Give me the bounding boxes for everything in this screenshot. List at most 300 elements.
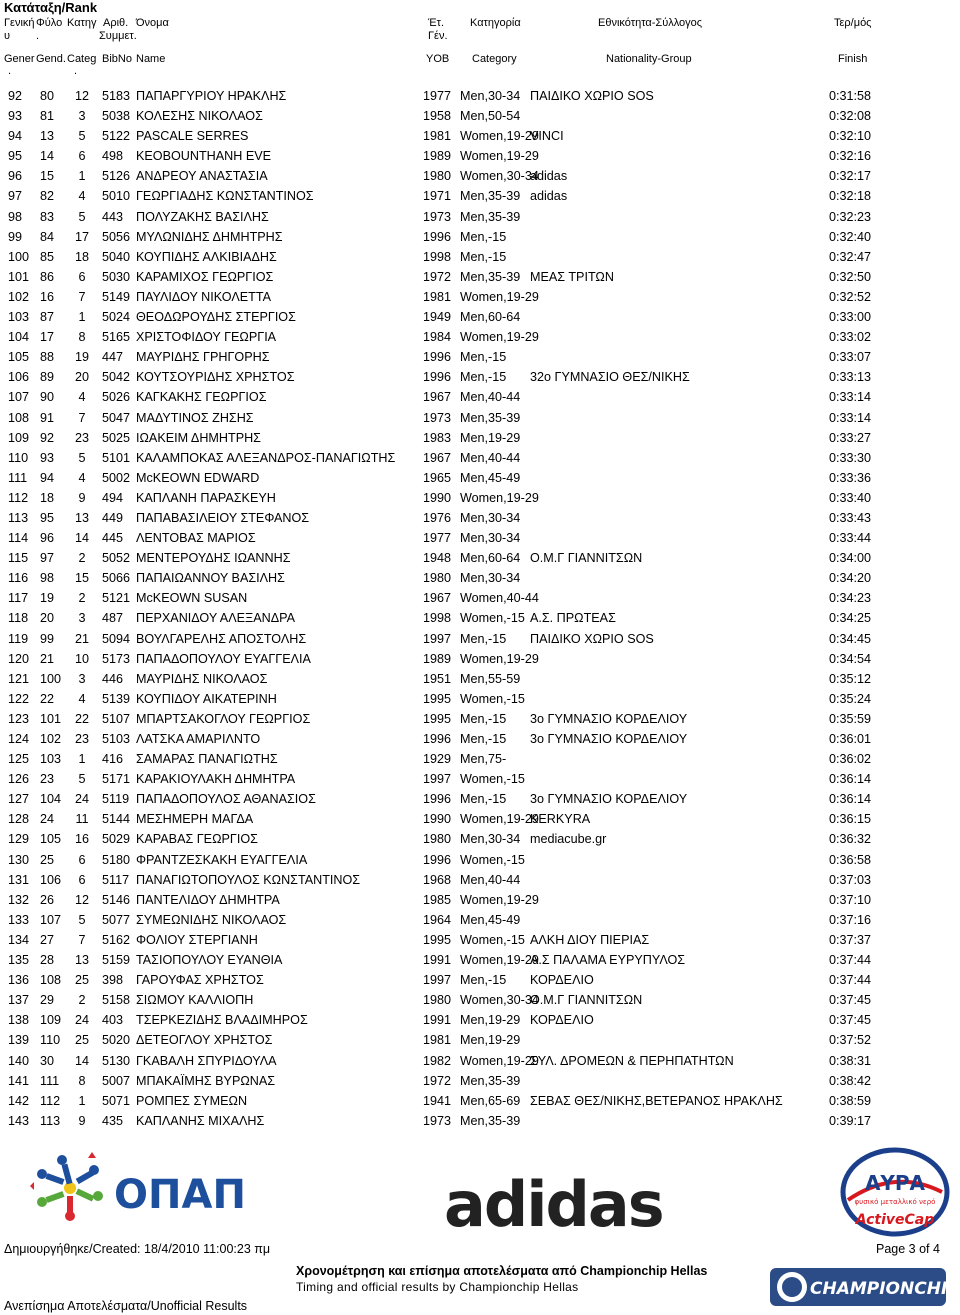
yob-cell: 1996 — [423, 732, 452, 746]
table-row — [0, 186, 960, 206]
header-gender-gr: Φύλο — [36, 17, 63, 29]
yob-cell: 1980 — [423, 169, 452, 184]
yob-cell: 1997 — [423, 973, 452, 988]
opap-logo — [28, 1150, 258, 1235]
yob-cell: 1985 — [423, 892, 452, 907]
rank-cell: 120 — [8, 651, 30, 666]
club-cell: adidas — [530, 189, 568, 204]
bib-cell: 5026 — [102, 390, 131, 405]
rank-cell: 94 — [8, 129, 23, 144]
finish-cell: 0:34:20 — [829, 571, 872, 586]
gender-rank-cell: 110 — [40, 1033, 61, 1048]
table-row — [0, 106, 960, 126]
rank-cell: 136 — [8, 973, 30, 988]
category-rank-cell: 12 — [74, 892, 89, 907]
yob-cell: 1967 — [423, 450, 452, 465]
rank-cell: 116 — [8, 571, 29, 586]
yob-cell: 1991 — [423, 1013, 452, 1028]
rank-cell: 125 — [8, 752, 30, 767]
rank-cell: 95 — [8, 149, 23, 164]
gender-rank-cell: 82 — [40, 189, 55, 204]
name-cell: ΣΥΜΕΩΝΙΔΗΣ ΝΙΚΟΛΑΟΣ — [136, 912, 287, 927]
yob-cell: 1998 — [423, 611, 452, 626]
category-rank-cell: 6 — [78, 872, 86, 887]
rank-cell: 100 — [8, 249, 30, 264]
category-cell: Men,-15 — [460, 350, 507, 365]
gender-rank-cell: 112 — [40, 1093, 61, 1108]
championchip-wordmark: CHAMPIONCHIP — [810, 1279, 960, 1299]
championchip-logo — [770, 1266, 960, 1308]
yob-cell: 1941 — [423, 1093, 452, 1108]
name-cell: ΦΡΑΝΤΖΕΣΚΑΚΗ ΕΥΑΓΓΕΛΙΑ — [136, 852, 308, 867]
category-cell: Women,-15 — [460, 691, 525, 706]
name-cell: ΜΕΣΗΜΕΡΗ ΜΑΓΔΑ — [136, 812, 254, 827]
category-cell: Women,19-29 — [460, 330, 539, 345]
club-cell: VINCI — [530, 129, 564, 144]
yob-cell: 1967 — [423, 591, 452, 606]
name-cell: ΣΙΩΜΟΥ ΚΑΛΛΙΟΠΗ — [136, 993, 254, 1008]
category-rank-cell: 5 — [78, 129, 86, 144]
name-cell: McKEOWN SUSAN — [136, 591, 248, 606]
club-cell: ΣΥΛ. ΔΡΟΜΕΩΝ & ΠΕΡΗΠΑΤΗΤΩΝ — [530, 1053, 734, 1068]
club-cell: mediacube.gr — [530, 832, 607, 847]
gender-rank-cell: 27 — [40, 932, 55, 947]
category-cell: Men,-15 — [460, 370, 507, 385]
bib-cell: 5030 — [102, 269, 131, 284]
rank-cell: 99 — [8, 229, 23, 244]
name-cell: ΚΑΛΑΜΠΟΚΑΣ ΑΛΕΞΑΝΔΡΟΣ-ΠΑΝΑΓΙΩΤΗΣ — [136, 450, 396, 465]
club-cell: 3ο ΓΥΜΝΑΣΙΟ ΚΟΡΔΕΛΙΟΥ — [530, 792, 688, 807]
yob-cell: 1977 — [423, 89, 452, 103]
club-cell: ΚΟΡΔΕΛΙΟ — [530, 973, 594, 988]
gender-rank-cell: 106 — [40, 872, 62, 887]
table-row — [0, 588, 960, 608]
finish-cell: 0:31:58 — [829, 89, 872, 103]
table-row — [0, 870, 960, 890]
category-cell: Men,30-34 — [460, 510, 521, 525]
bib-cell: 5007 — [102, 1073, 131, 1088]
bib-cell: 5002 — [102, 470, 131, 485]
bib-cell: 446 — [102, 671, 124, 686]
yob-cell: 1991 — [423, 953, 452, 968]
category-rank-cell: 3 — [78, 109, 86, 124]
gender-rank-cell: 23 — [40, 772, 55, 787]
bib-cell: 5052 — [102, 551, 131, 566]
category-rank-cell: 5 — [78, 912, 86, 927]
gender-rank-cell: 102 — [40, 732, 62, 746]
finish-cell: 0:36:32 — [829, 832, 872, 847]
category-rank-cell: 9 — [78, 490, 86, 505]
gender-rank-cell: 93 — [40, 450, 55, 465]
table-row — [0, 1030, 960, 1050]
category-cell: Men,35-39 — [460, 189, 521, 204]
rank-cell: 137 — [8, 993, 30, 1008]
header-club-en: Nationality-Group — [606, 53, 692, 65]
avra-product: ActiveCap — [855, 1212, 935, 1228]
finish-cell: 0:32:40 — [829, 229, 872, 244]
table-row — [0, 267, 960, 287]
bib-cell: 416 — [102, 752, 124, 767]
finish-cell: 0:33:14 — [829, 390, 872, 405]
rank-cell: 127 — [8, 792, 30, 807]
gender-rank-cell: 25 — [40, 852, 55, 867]
table-row — [0, 930, 960, 950]
header-yob-gr: Έτ. — [428, 17, 445, 29]
category-cell: Men,35-39 — [460, 1073, 521, 1088]
finish-cell: 0:33:44 — [829, 531, 872, 546]
category-rank-cell: 2 — [78, 551, 86, 566]
club-cell: ΑΛΚΗ ΔΙΟΥ ΠΙΕΡΙΑΣ — [530, 932, 650, 947]
rank-cell: 96 — [8, 169, 23, 184]
category-rank-cell: 24 — [74, 1013, 89, 1028]
bib-cell: 5094 — [102, 631, 131, 646]
table-row — [0, 890, 960, 910]
category-cell: Men,60-64 — [460, 551, 521, 566]
yob-cell: 1968 — [423, 872, 452, 887]
table-row — [0, 1091, 960, 1111]
rank-cell: 93 — [8, 109, 23, 124]
category-rank-cell: 5 — [78, 209, 86, 224]
bib-cell: 494 — [102, 490, 124, 505]
bib-cell: 5146 — [102, 892, 131, 907]
header-finish-gr: Τερ/μός — [834, 17, 872, 29]
header-bib-gr-2: Συμμετ. — [99, 30, 137, 42]
bib-cell: 5183 — [102, 89, 131, 103]
category-rank-cell: 1 — [78, 752, 86, 767]
header-overall-gr: Γενική — [4, 17, 35, 29]
name-cell: ΠΟΛΥΖΑΚΗΣ ΒΑΣΙΛΗΣ — [136, 209, 269, 224]
avra-logo — [840, 1148, 950, 1240]
page-title: Κατάταξη/Rank — [4, 0, 98, 15]
bib-cell: 5042 — [102, 370, 131, 385]
rank-cell: 111 — [8, 470, 28, 485]
category-cell: Men,-15 — [460, 973, 507, 988]
name-cell: ΜΠΑΚΑΪΜΗΣ ΒΥΡΩΝΑΣ — [136, 1073, 276, 1088]
name-cell: ΚΑΡΑΒΑΣ ΓΕΩΡΓΙΟΣ — [136, 832, 258, 847]
category-rank-cell: 9 — [78, 1113, 86, 1128]
name-cell: KEOBOUNTHANH EVE — [136, 149, 272, 164]
gender-rank-cell: 107 — [40, 912, 62, 927]
table-row — [0, 146, 960, 166]
gender-rank-cell: 17 — [40, 330, 55, 345]
yob-cell: 1981 — [423, 1033, 452, 1048]
club-cell: ΜΕΑΣ ΤΡΙΤΩΝ — [530, 269, 614, 284]
table-row — [0, 387, 960, 407]
category-cell: Men,30-34 — [460, 89, 521, 103]
club-cell: ΠΑΙΔΙΚΟ ΧΩΡΙΟ SOS — [530, 89, 654, 103]
finish-cell: 0:33:00 — [829, 310, 872, 325]
opap-star-icon — [30, 1152, 103, 1221]
name-cell: ΧΡΙΣΤΟΦΙΔΟΥ ΓΕΩΡΓΙΑ — [136, 330, 277, 345]
category-rank-cell: 7 — [78, 289, 86, 304]
bib-cell: 5103 — [102, 732, 131, 746]
yob-cell: 1990 — [423, 812, 452, 827]
bib-cell: 5107 — [102, 711, 131, 726]
yob-cell: 1996 — [423, 229, 452, 244]
rank-cell: 143 — [8, 1113, 30, 1128]
category-cell: Women,30-34 — [460, 169, 539, 184]
yob-cell: 1982 — [423, 1053, 452, 1068]
category-rank-cell: 14 — [74, 531, 89, 546]
gender-rank-cell: 109 — [40, 1013, 62, 1028]
gender-rank-cell: 90 — [40, 390, 55, 405]
category-cell: Men,-15 — [460, 792, 507, 807]
yob-cell: 1998 — [423, 249, 452, 264]
name-cell: ΠΑΠΑΔΟΠΟΥΛΟΥ ΕΥΑΓΓΕΛΙΑ — [136, 651, 311, 666]
yob-cell: 1973 — [423, 209, 452, 224]
table-row — [0, 468, 960, 488]
table-row — [0, 1051, 960, 1071]
category-cell: Women,-15 — [460, 772, 525, 787]
finish-cell: 0:32:16 — [829, 149, 872, 164]
table-row — [0, 1111, 960, 1131]
category-rank-cell: 19 — [74, 350, 89, 365]
category-cell: Men,65-69 — [460, 1093, 521, 1108]
category-cell: Men,40-44 — [460, 450, 521, 465]
yob-cell: 1996 — [423, 350, 452, 365]
yob-cell: 1996 — [423, 792, 452, 807]
finish-cell: 0:32:52 — [829, 289, 872, 304]
gender-rank-cell: 84 — [40, 229, 55, 244]
bib-cell: 487 — [102, 611, 124, 626]
rank-cell: 109 — [8, 430, 30, 445]
category-rank-cell: 25 — [74, 1033, 89, 1048]
finish-cell: 0:35:59 — [829, 711, 872, 726]
club-cell: ΠΑΙΔΙΚΟ ΧΩΡΙΟ SOS — [530, 631, 654, 646]
table-row — [0, 1071, 960, 1091]
opap-wordmark: ΟΠΑΠ — [114, 1172, 246, 1218]
finish-cell: 0:33:30 — [829, 450, 872, 465]
rank-cell: 115 — [8, 551, 29, 566]
yob-cell: 1958 — [423, 109, 452, 124]
name-cell: ΒΟΥΛΓΑΡΕΛΗΣ ΑΠΟΣΤΟΛΗΣ — [136, 631, 307, 646]
category-rank-cell: 12 — [74, 89, 89, 103]
category-rank-cell: 4 — [78, 189, 86, 204]
category-cell: Women,19-29 — [460, 149, 539, 164]
category-cell: Men,30-34 — [460, 832, 521, 847]
table-row — [0, 428, 960, 448]
club-cell: ΣΕΒΑΣ ΘΕΣ/ΝΙΚΗΣ,ΒΕΤΕΡΑΝΟΣ ΗΡΑΚΛΗΣ — [530, 1093, 783, 1108]
table-row — [0, 608, 960, 628]
finish-cell: 0:34:45 — [829, 631, 872, 646]
table-row — [0, 448, 960, 468]
gender-rank-cell: 22 — [40, 691, 55, 706]
bib-cell: 5122 — [102, 129, 131, 144]
category-rank-cell: 10 — [74, 651, 89, 666]
yob-cell: 1995 — [423, 932, 452, 947]
table-row — [0, 568, 960, 588]
header-yob-gr-2: Γέν. — [428, 30, 448, 42]
name-cell: ΚΑΠΛΑΝΗΣ ΜΙΧΑΛΗΣ — [136, 1113, 265, 1128]
bib-cell: 5024 — [102, 310, 131, 325]
rank-cell: 142 — [8, 1093, 30, 1108]
adidas-logo — [444, 1168, 684, 1241]
rank-cell: 139 — [8, 1033, 30, 1048]
bib-cell: 5149 — [102, 289, 131, 304]
gender-rank-cell: 18 — [40, 490, 55, 505]
gender-rank-cell: 97 — [40, 551, 55, 566]
rank-cell: 104 — [8, 330, 30, 345]
club-cell: Α.Σ. ΠΡΩΤΕΑΣ — [530, 611, 616, 626]
category-cell: Men,35-39 — [460, 410, 521, 425]
finish-cell: 0:34:54 — [829, 651, 872, 666]
finish-cell: 0:32:08 — [829, 109, 872, 124]
finish-cell: 0:33:07 — [829, 350, 872, 365]
finish-cell: 0:37:44 — [829, 973, 872, 988]
category-cell: Men,19-29 — [460, 1013, 521, 1028]
category-rank-cell: 8 — [78, 1073, 86, 1088]
header-bib-gr: Αριθ. — [103, 17, 129, 29]
gender-rank-cell: 96 — [40, 531, 55, 546]
table-row — [0, 367, 960, 387]
finish-cell: 0:36:14 — [829, 772, 872, 787]
name-cell: ΣΑΜΑΡΑΣ ΠΑΝΑΓΙΩΤΗΣ — [136, 752, 278, 767]
header-club-gr: Εθνικότητα-Σύλλογος — [598, 17, 703, 29]
bib-cell: 5165 — [102, 330, 131, 345]
finish-cell: 0:38:31 — [829, 1053, 872, 1068]
category-cell: Men,-15 — [460, 631, 507, 646]
bib-cell: 5162 — [102, 932, 131, 947]
category-rank-cell: 18 — [74, 249, 89, 264]
rank-cell: 132 — [8, 892, 30, 907]
yob-cell: 1989 — [423, 651, 452, 666]
yob-cell: 1980 — [423, 571, 452, 586]
category-rank-cell: 5 — [78, 450, 86, 465]
category-rank-cell: 8 — [78, 330, 86, 345]
category-rank-cell: 2 — [78, 591, 86, 606]
gender-rank-cell: 91 — [40, 410, 55, 425]
table-row — [0, 287, 960, 307]
gender-rank-cell: 99 — [40, 631, 55, 646]
name-cell: ΚΑΓΚΑΚΗΣ ΓΕΩΡΓΙΟΣ — [136, 390, 267, 405]
table-row — [0, 247, 960, 267]
bib-cell: 5158 — [102, 993, 131, 1008]
name-cell: ΚΑΡΑΜΙΧΟΣ ΓΕΩΡΓΙΟΣ — [136, 269, 274, 284]
name-cell: ΓΚΑΒΑΛΗ ΣΠΥΡΙΔΟΥΛΑ — [136, 1053, 277, 1068]
name-cell: ΠΑΝΤΕΛΙΔΟΥ ΔΗΜΗΤΡΑ — [136, 892, 280, 907]
gender-rank-cell: 83 — [40, 209, 55, 224]
bib-cell: 445 — [102, 531, 124, 546]
rank-cell: 114 — [8, 531, 29, 546]
rank-cell: 108 — [8, 410, 30, 425]
header-cat-gr: Κατηγ — [67, 17, 97, 29]
category-cell: Men,60-64 — [460, 310, 521, 325]
header-overall-gr-2: υ — [4, 30, 11, 42]
finish-cell: 0:37:03 — [829, 872, 872, 887]
yob-cell: 1980 — [423, 993, 452, 1008]
finish-cell: 0:32:50 — [829, 269, 872, 284]
finish-cell: 0:36:14 — [829, 792, 872, 807]
finish-cell: 0:38:59 — [829, 1093, 872, 1108]
gender-rank-cell: 30 — [40, 1053, 55, 1068]
category-rank-cell: 3 — [78, 611, 86, 626]
bib-cell: 5040 — [102, 249, 131, 264]
header-overall-en: Gener — [4, 53, 35, 65]
yob-cell: 1971 — [423, 189, 452, 204]
finish-cell: 0:32:10 — [829, 129, 872, 144]
finish-cell: 0:34:00 — [829, 551, 872, 566]
table-row — [0, 548, 960, 568]
bib-cell: 5020 — [102, 1033, 131, 1048]
gender-rank-cell: 100 — [40, 671, 62, 686]
category-cell: Women,19-29 — [460, 1053, 539, 1068]
table-row — [0, 649, 960, 669]
table-row — [0, 749, 960, 769]
name-cell: ΚΟΥΠΙΔΗΣ ΑΛΚΙΒΙΑΔΗΣ — [136, 249, 277, 264]
yob-cell: 1980 — [423, 832, 452, 847]
category-rank-cell: 2 — [78, 993, 86, 1008]
bib-cell: 5144 — [102, 812, 131, 827]
yob-cell: 1995 — [423, 691, 452, 706]
gender-rank-cell: 98 — [40, 571, 55, 586]
category-cell: Men,55-59 — [460, 671, 521, 686]
name-cell: ΚΟΛΕΣΗΣ ΝΙΚΟΛΑΟΣ — [136, 109, 263, 124]
bib-cell: 5029 — [102, 832, 131, 847]
table-row — [0, 629, 960, 649]
rank-cell: 103 — [8, 310, 30, 325]
name-cell: ΓΑΡΟΥΦΑΣ ΧΡΗΣΤΟΣ — [136, 973, 264, 988]
yob-cell: 1976 — [423, 510, 452, 525]
finish-cell: 0:33:36 — [829, 470, 872, 485]
finish-cell: 0:37:45 — [829, 1013, 872, 1028]
name-cell: ΠΑΠΑΒΑΣΙΛΕΙΟΥ ΣΤΕΦΑΝΟΣ — [136, 510, 310, 525]
table-row — [0, 669, 960, 689]
rank-cell: 138 — [8, 1013, 30, 1028]
yob-cell: 1997 — [423, 631, 452, 646]
bib-cell: 5066 — [102, 571, 131, 586]
finish-cell: 0:33:27 — [829, 430, 872, 445]
gender-rank-cell: 108 — [40, 973, 62, 988]
rank-cell: 101 — [8, 269, 30, 284]
rank-cell: 97 — [8, 189, 23, 204]
category-cell: Men,40-44 — [460, 872, 521, 887]
table-row — [0, 1010, 960, 1030]
category-rank-cell: 3 — [78, 671, 86, 686]
name-cell: ΦΟΛΙΟΥ ΣΤΕΡΓΙΑΝΗ — [136, 932, 258, 947]
name-cell: ΑΝΔΡΕΟΥ ΑΝΑΣΤΑΣΙΑ — [136, 169, 268, 184]
name-cell: ΓΕΩΡΓΙΑΔΗΣ ΚΩΝΣΤΑΝΤΙΝΟΣ — [136, 189, 314, 204]
table-row — [0, 488, 960, 508]
bib-cell: 5139 — [102, 691, 131, 706]
finish-cell: 0:34:25 — [829, 611, 872, 626]
category-cell: Men,-15 — [460, 249, 507, 264]
table-row — [0, 689, 960, 709]
club-cell: Ο.Μ.Γ ΓΙΑΝΝΙΤΣΩΝ — [530, 551, 643, 566]
category-rank-cell: 16 — [74, 832, 89, 847]
gender-rank-cell: 81 — [40, 109, 55, 124]
rank-cell: 128 — [8, 812, 30, 827]
yob-cell: 1965 — [423, 470, 452, 485]
bib-cell: 5119 — [102, 792, 130, 807]
rank-cell: 118 — [8, 611, 29, 626]
header-cat-en-2: . — [74, 65, 78, 77]
club-cell: 3ο ΓΥΜΝΑΣΙΟ ΚΟΡΔΕΛΙΟΥ — [530, 711, 688, 726]
bib-cell: 435 — [102, 1113, 124, 1128]
name-cell: PASCALE SERRES — [136, 129, 249, 144]
finish-cell: 0:39:17 — [829, 1113, 872, 1128]
gender-rank-cell: 29 — [40, 993, 55, 1008]
bib-cell: 5077 — [102, 912, 131, 927]
header-name-gr: Όνομα — [136, 17, 169, 29]
bib-cell: 5056 — [102, 229, 131, 244]
name-cell: ΘΕΟΔΩΡΟΥΔΗΣ ΣΤΕΡΓΙΟΣ — [136, 310, 296, 325]
table-row — [0, 709, 960, 729]
gender-rank-cell: 86 — [40, 269, 55, 284]
category-cell: Women,30-34 — [460, 993, 539, 1008]
adidas-wordmark: adidas — [444, 1168, 663, 1241]
category-rank-cell: 14 — [74, 1053, 89, 1068]
category-cell: Women,-15 — [460, 611, 525, 626]
